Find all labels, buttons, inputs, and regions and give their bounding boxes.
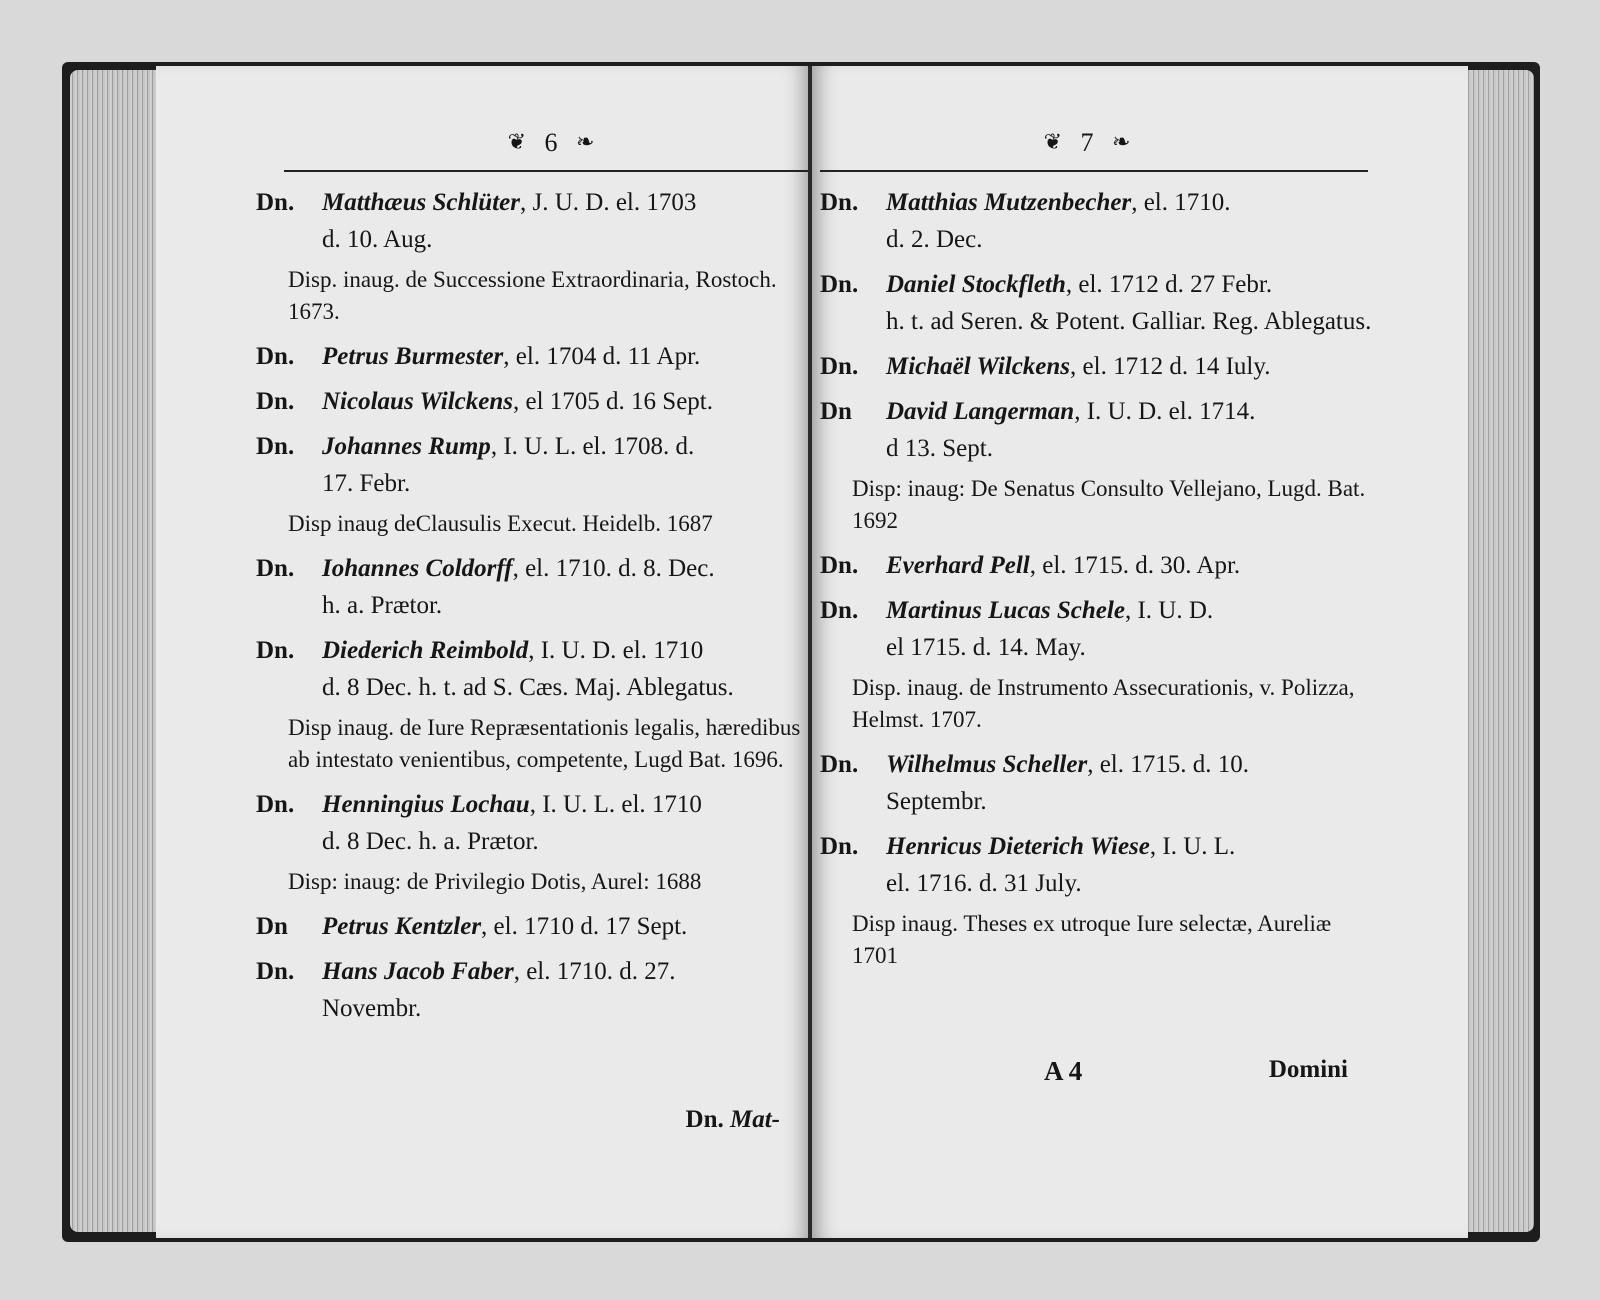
entry-name: Diederich Reimbold: [322, 637, 529, 664]
ornament-icon: ❧: [1112, 129, 1131, 154]
page-edges-right: [1466, 70, 1534, 1232]
header-rule: [820, 170, 1368, 172]
entry-prefix: Dn.: [256, 189, 295, 216]
entry-prefix: Dn: [256, 913, 288, 940]
entry-continuation: d. 2. Dec.: [886, 226, 983, 253]
register-entry: [256, 953, 816, 1027]
entry-details: , I. U. D. el. 1714.: [1074, 398, 1256, 425]
dissertation-note: Disp inaug. de Iure Repræsentationis legalis, hæredibus ab intestato venientibus, competente, Lugd Bat. 1696.: [288, 715, 801, 772]
catchword: Domini: [1268, 1056, 1348, 1083]
entry-prefix: Dn.: [256, 958, 295, 985]
entry-details: , el 1705 d. 16 Sept.: [513, 388, 713, 415]
entry-name: Hans Jacob Faber: [322, 958, 514, 985]
entry-prefix: Dn: [820, 398, 852, 425]
entry-continuation: h. t. ad Seren. & Potent. Galliar. Reg. Ablegatus.: [886, 308, 1372, 335]
entry-name: Matthæus Schlüter: [322, 189, 520, 216]
entry-continuation: Septembr.: [886, 788, 987, 815]
entry-heading: [256, 338, 816, 375]
entry-details: , I. U. L. el. 1708. d.: [490, 433, 695, 460]
dissertation-note: Disp. inaug. de Successione Extraordinaria, Rostoch. 1673.: [288, 267, 777, 324]
entry-name: Johannes Rump: [322, 433, 491, 460]
entry-continuation: h. a. Prætor.: [322, 592, 443, 619]
entry-heading: [256, 953, 816, 1027]
entry-continuation: 17. Febr.: [322, 470, 411, 497]
entry-heading: [256, 908, 816, 945]
ornament-icon: ❧: [576, 129, 595, 154]
entry-continuation: d 13. Sept.: [886, 435, 993, 462]
entry-prefix: Dn.: [256, 791, 295, 818]
dissertation-note: Disp inaug. Theses ex utroque Iure selectæ, Aureliæ 1701: [852, 911, 1332, 968]
entry-heading: [820, 592, 1380, 666]
entry-name: Petrus Burmester: [322, 343, 504, 370]
register-entry: [256, 550, 816, 624]
register-entry: [256, 908, 816, 945]
entry-heading: [256, 184, 816, 258]
entry-details: , el. 1710 d. 17 Sept.: [481, 913, 688, 940]
right-page: [812, 66, 1468, 1238]
page-edges-left: [70, 70, 162, 1232]
entry-continuation: el. 1716. d. 31 July.: [886, 870, 1082, 897]
entry-name: Iohannes Coldorff: [322, 555, 513, 582]
dissertation-note: Disp inaug deClausulis Execut. Heidelb. 1687: [288, 511, 713, 536]
signature-mark: A 4: [1044, 1056, 1083, 1086]
register-entry: [256, 184, 816, 328]
entry-details: , el. 1712 d. 14 Iuly.: [1070, 353, 1271, 380]
register-entry: [256, 428, 816, 540]
register-entry: [820, 393, 1380, 537]
entry-details: , el. 1715. d. 10.: [1087, 751, 1249, 778]
header-rule: [284, 170, 812, 172]
page-header: [822, 128, 1352, 168]
entry-prefix: Dn.: [820, 271, 859, 298]
entry-prefix: Dn.: [256, 388, 295, 415]
entry-details: , el. 1712 d. 27 Febr.: [1065, 271, 1273, 298]
entry-list: [256, 184, 816, 1035]
entry-details: , el. 1715. d. 30. Apr.: [1029, 552, 1241, 579]
entry-continuation: d. 8 Dec. h. t. ad S. Cæs. Maj. Ablegatus.: [322, 674, 734, 701]
entry-name: Michaël Wilckens: [886, 353, 1071, 380]
entry-name: Nicolaus Wilckens: [322, 388, 513, 415]
entry-prefix: Dn.: [820, 189, 859, 216]
entry-heading: [820, 266, 1380, 340]
entry-name: Daniel Stockfleth: [886, 271, 1066, 298]
entry-name: David Langerman: [886, 398, 1075, 425]
entry-details: , el. 1710. d. 27.: [513, 958, 676, 985]
entry-details: , el. 1710. d. 8. Dec.: [512, 555, 715, 582]
page-number: 7: [1080, 128, 1094, 157]
entry-name: Wilhelmus Scheller: [886, 751, 1088, 778]
entry-details: , I. U. L.: [1149, 833, 1236, 860]
entry-heading: [820, 746, 1380, 820]
dissertation-note: Disp. inaug. de Instrumento Assecurationis, v. Polizza, Helmst. 1707.: [852, 675, 1355, 732]
entry-prefix: Dn.: [820, 552, 859, 579]
dissertation-note: Disp: inaug: De Senatus Consulto Vellejano, Lugd. Bat. 1692: [852, 476, 1366, 533]
entry-list: [820, 184, 1380, 982]
page-number: 6: [544, 128, 558, 157]
entry-prefix: Dn.: [820, 833, 859, 860]
entry-heading: [256, 632, 816, 706]
entry-prefix: Dn.: [820, 751, 859, 778]
entry-heading: [256, 428, 816, 502]
entry-details: , I. U. L. el. 1710: [529, 791, 702, 818]
entry-heading: [820, 828, 1380, 902]
register-entry: [256, 338, 816, 375]
catchword-italic: Mat-: [730, 1106, 780, 1133]
entry-details: , I. U. D.: [1124, 597, 1214, 624]
entry-name: Martinus Lucas Schele: [886, 597, 1125, 624]
entry-name: Matthias Mutzenbecher: [886, 189, 1132, 216]
entry-prefix: Dn.: [256, 343, 295, 370]
entry-continuation: d. 10. Aug.: [322, 226, 433, 253]
entry-prefix: Dn.: [256, 555, 295, 582]
entry-prefix: Dn.: [820, 353, 859, 380]
entry-name: Henricus Dieterich Wiese: [886, 833, 1150, 860]
left-page: [156, 66, 810, 1238]
register-entry: [256, 383, 816, 420]
entry-heading: [256, 383, 816, 420]
entry-details: , el. 1710.: [1131, 189, 1231, 216]
ornament-icon: ❦: [507, 129, 526, 154]
entry-prefix: Dn.: [820, 597, 859, 624]
entry-heading: [256, 786, 816, 860]
entry-name: Henningius Lochau: [322, 791, 530, 818]
entry-name: Everhard Pell: [886, 552, 1030, 579]
dissertation-note: Disp: inaug: de Privilegio Dotis, Aurel: 1688: [288, 869, 702, 894]
register-entry: [820, 746, 1380, 820]
register-entry: [256, 632, 816, 776]
entry-continuation: el 1715. d. 14. May.: [886, 634, 1086, 661]
catchword: [686, 1106, 780, 1134]
register-entry: [256, 786, 816, 898]
register-entry: [820, 828, 1380, 972]
register-entry: [820, 592, 1380, 736]
register-entry: [820, 547, 1380, 584]
ornament-icon: ❦: [1043, 129, 1062, 154]
entry-details: , I. U. D. el. 1710: [528, 637, 704, 664]
entry-continuation: d. 8 Dec. h. a. Prætor.: [322, 828, 539, 855]
entry-details: , el. 1704 d. 11 Apr.: [503, 343, 701, 370]
register-entry: [820, 184, 1380, 258]
entry-heading: [256, 550, 816, 624]
entry-heading: [820, 547, 1380, 584]
entry-prefix: Dn.: [256, 433, 295, 460]
register-entry: [820, 348, 1380, 385]
entry-heading: [820, 393, 1380, 467]
entry-details: , J. U. D. el. 1703: [520, 189, 697, 216]
catchword-plain: Dn.: [685, 1106, 724, 1133]
register-entry: [820, 266, 1380, 340]
entry-heading: [820, 348, 1380, 385]
entry-continuation: Novembr.: [322, 995, 422, 1022]
entry-heading: [820, 184, 1380, 258]
entry-name: Petrus Kentzler: [322, 913, 482, 940]
page-header: [286, 128, 816, 168]
entry-prefix: Dn.: [256, 637, 295, 664]
